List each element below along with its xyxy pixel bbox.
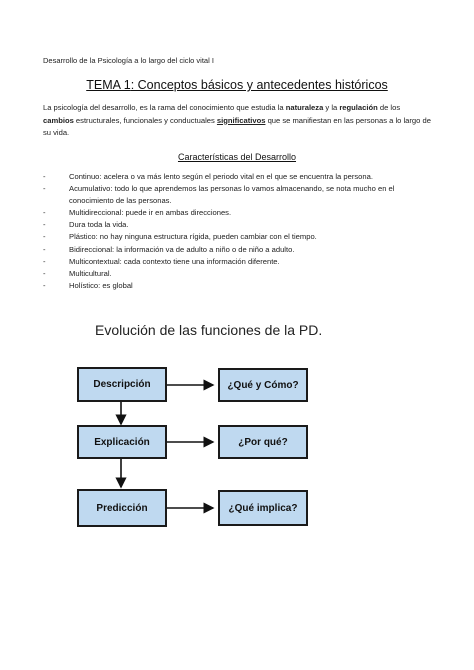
box-prediccion: Predicción — [77, 489, 167, 527]
bullet-dash: - — [43, 244, 46, 254]
intro-bold-cambios: cambios — [43, 115, 74, 125]
bullet-dash: - — [43, 172, 46, 181]
intro-text-3: de los — [377, 103, 401, 112]
title-prefix: TEMA 1 — [86, 78, 131, 92]
list-item-text: Bidireccional: la información va de adulto a niño o de niño a adulto. — [69, 244, 295, 254]
bullet-dash: - — [43, 184, 46, 194]
diagram-title: Evolución de las funciones de la PD. — [95, 322, 323, 338]
box-por-que: ¿Por qué? — [218, 425, 308, 459]
list-item-text: Multidireccional: puede ir en ambas direcciones. — [69, 208, 232, 218]
running-header: Desarrollo de la Psicología a lo largo del ciclo vital I — [43, 56, 214, 65]
title-rest: : Conceptos básicos y antecedentes históricos — [130, 78, 388, 92]
intro-text-4: estructurales, funcionales y conductuales — [73, 115, 217, 125]
bullet-dash: - — [43, 256, 46, 266]
section-subtitle: Características del Desarrollo — [177, 152, 297, 162]
box-explicacion: Explicación — [77, 425, 167, 459]
list-item-text: Continuo: acelera o va más lento según el periodo vital en el que se encuentra la persona. — [69, 172, 373, 181]
intro-bold-naturaleza: naturaleza — [285, 103, 324, 112]
intro-bold-significativos: significativos — [216, 115, 266, 125]
list-item-text: Multicontextual: cada contexto tiene una información diferente. — [69, 256, 280, 266]
bullet-dash: - — [43, 208, 46, 218]
intro-text-1: La psicología del desarrollo, es la rama del conocimiento que estudia la — [43, 103, 286, 112]
bullet-dash: - — [43, 268, 46, 278]
box-que-implica: ¿Qué implica? — [218, 490, 308, 526]
list-item-text: Multicultural. — [69, 268, 112, 278]
list-item-text: Dura toda la vida. — [69, 220, 129, 230]
intro-text-5: que se manifiestan en las personas a lo largo de su vida. — [43, 115, 431, 137]
list-item-text: Holístico: es global — [69, 280, 133, 290]
intro-bold-regulacion: regulación — [339, 103, 378, 112]
intro-text-2: y la — [323, 103, 340, 112]
list-item-text: Plástico: no hay ninguna estructura rígida, pueden cambiar con el tiempo. — [69, 232, 317, 242]
box-que-y-como: ¿Qué y Cómo? — [218, 368, 308, 402]
bullet-dash: - — [43, 220, 46, 230]
bullet-dash: - — [43, 280, 46, 290]
bullet-dash: - — [43, 232, 46, 242]
list-item-text: Acumulativo: todo lo que aprendemos las personas lo vamos almacenando, se nota mucho en el conocimiento de las personas. — [69, 184, 395, 206]
box-descripcion: Descripción — [77, 367, 167, 402]
